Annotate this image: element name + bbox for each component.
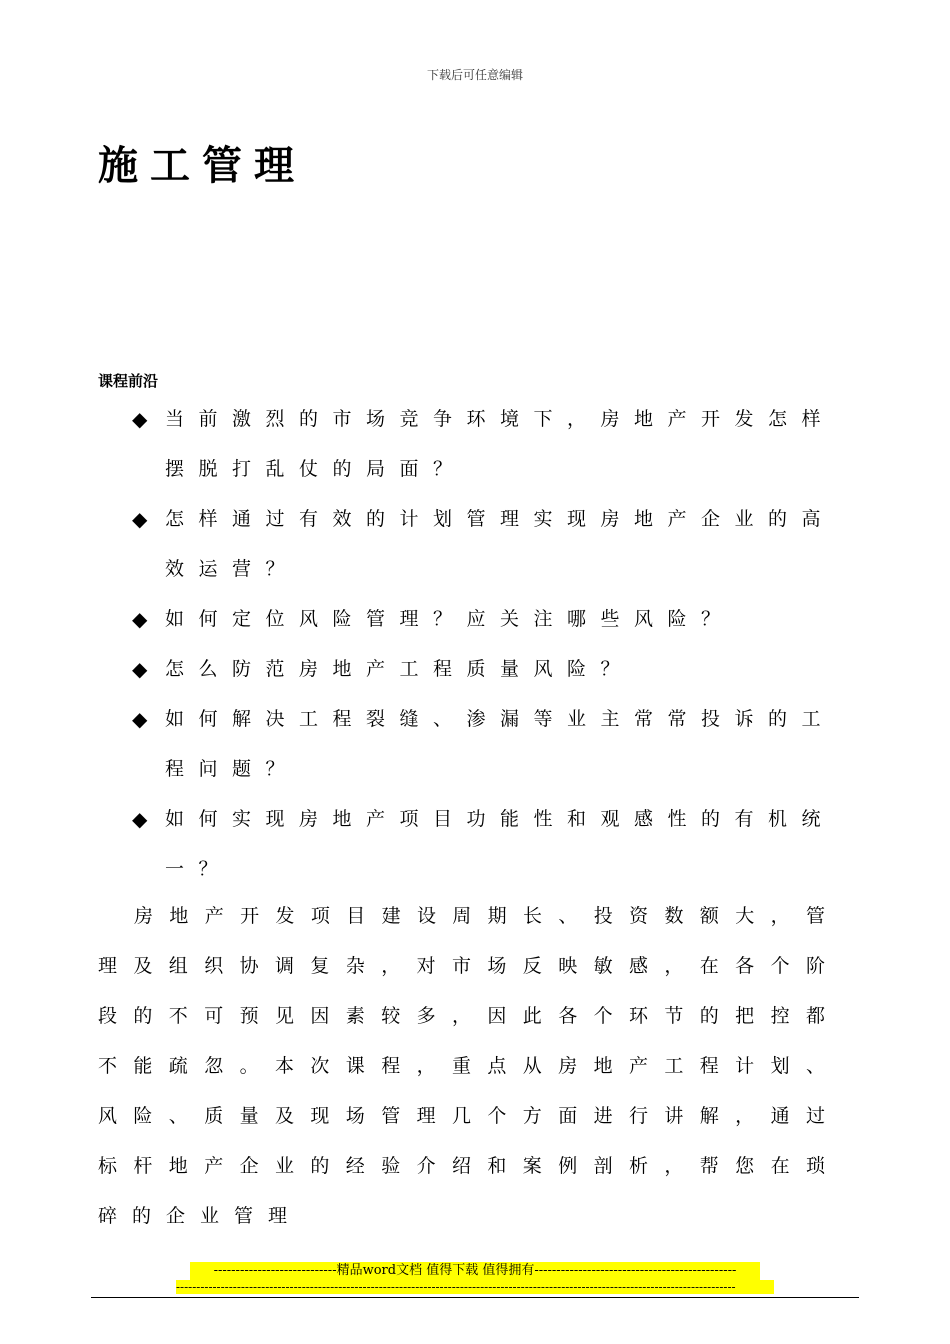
diamond-bullet-icon: ◆ [132, 707, 148, 731]
footer-line-1: ----------------------------精品word文档 值得下载 值得拥有---------------------------------------------- [190, 1262, 760, 1280]
bullet-item [128, 644, 840, 694]
bullet-text: 如何解决工程裂缝、渗漏等业主常常投诉的工程问题？ [165, 708, 836, 780]
diamond-bullet-icon: ◆ [132, 507, 148, 531]
bullet-text: 如何实现房地产项目功能性和观感性的有机统一？ [165, 808, 836, 880]
bullet-item [128, 694, 840, 794]
bullet-item [128, 394, 840, 494]
bullet-item [128, 794, 840, 894]
header-note: 下载后可任意编辑 [426, 68, 523, 82]
bullet-text: 如何定位风险管理？应关注哪些风险？ [165, 608, 735, 630]
bullet-item [128, 594, 840, 644]
bullet-text: 怎么防范房地产工程质量风险？ [165, 658, 635, 680]
bullet-item [128, 494, 840, 594]
page-title: 施工管理 [98, 143, 306, 189]
diamond-bullet-icon: ◆ [132, 807, 148, 831]
intro-paragraph: 房地产开发项目建设周期长、投资数额大，管理及组织协调复杂，对市场反映敏感，在各个阶段的不可预见因素较多，因此各个环节的把控都不能疏忽。本次课程，重点从房地产工程计划、风险、质量及现场管理几个方面进行讲解，通过标杆地产企业的经验介绍和案例剖析，帮您在琐碎的企业管理 [98, 905, 840, 1227]
bullet-list [128, 394, 840, 894]
footer-divider [91, 1297, 859, 1298]
section-label: 课程前沿 [98, 372, 159, 390]
diamond-bullet-icon: ◆ [132, 657, 148, 681]
bullet-text: 怎样通过有效的计划管理实现房地产企业的高效运营？ [165, 508, 836, 580]
bullet-text: 当前激烈的市场竞争环境下，房地产开发怎样摆脱打乱仗的局面？ [165, 408, 836, 480]
footer-line-2: ------------------------------------------------------------------------------------------------------------------------------------------ [176, 1280, 774, 1294]
diamond-bullet-icon: ◆ [132, 407, 148, 431]
diamond-bullet-icon: ◆ [132, 607, 148, 631]
